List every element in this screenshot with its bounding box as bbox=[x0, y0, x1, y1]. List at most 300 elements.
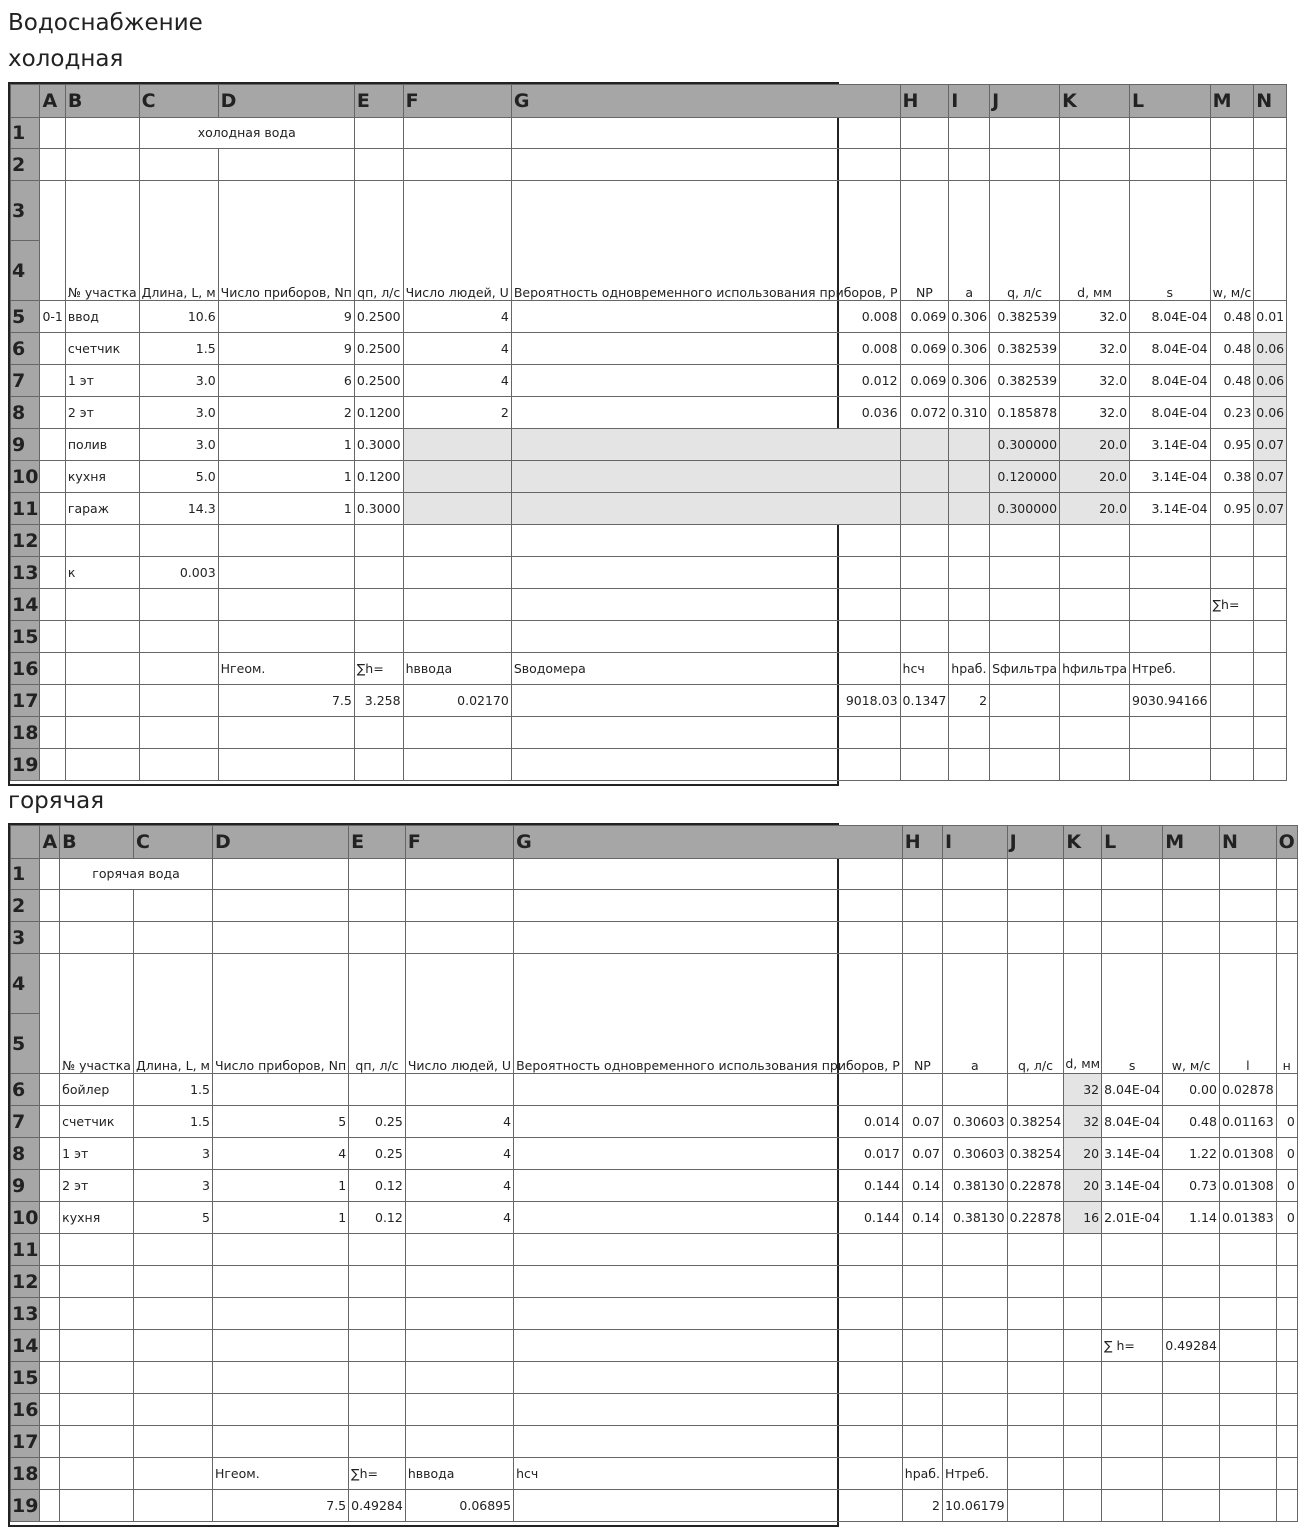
cell[interactable] bbox=[212, 1266, 348, 1298]
cell[interactable] bbox=[900, 429, 949, 461]
cell[interactable]: 0.38130 bbox=[942, 1170, 1007, 1202]
cell[interactable] bbox=[60, 1298, 134, 1330]
cell[interactable]: 0.00 bbox=[1163, 1074, 1220, 1106]
col-header-d[interactable]: D bbox=[218, 85, 354, 118]
cell[interactable]: 0.14 bbox=[902, 1202, 942, 1234]
cell[interactable] bbox=[900, 493, 949, 525]
row-header[interactable]: 12 bbox=[11, 525, 40, 557]
row-header[interactable]: 2 bbox=[11, 149, 40, 181]
cell[interactable]: 0.01383 bbox=[1219, 1202, 1276, 1234]
cell[interactable] bbox=[40, 954, 60, 1074]
header-segment[interactable]: № участка bbox=[60, 954, 134, 1074]
cell[interactable]: 0.306 bbox=[949, 365, 990, 397]
cell[interactable] bbox=[1163, 859, 1220, 890]
cell[interactable]: 0.144 bbox=[514, 1202, 903, 1234]
cell[interactable] bbox=[902, 1362, 942, 1394]
label-hgeom[interactable]: Нгеом. bbox=[218, 653, 354, 685]
cell[interactable]: 1 bbox=[212, 1202, 348, 1234]
cell[interactable] bbox=[349, 922, 406, 954]
cell[interactable] bbox=[139, 589, 218, 621]
col-header-n[interactable]: N bbox=[1254, 85, 1287, 118]
cell[interactable]: 0.3000 bbox=[354, 429, 403, 461]
cell[interactable] bbox=[902, 890, 942, 922]
cell[interactable] bbox=[354, 525, 403, 557]
cell[interactable] bbox=[133, 1330, 212, 1362]
cell[interactable] bbox=[990, 557, 1060, 589]
cell[interactable]: 0.069 bbox=[900, 365, 949, 397]
cell[interactable] bbox=[133, 922, 212, 954]
cell[interactable] bbox=[403, 749, 511, 781]
cell[interactable] bbox=[949, 525, 990, 557]
cell[interactable]: 1 bbox=[212, 1170, 348, 1202]
cell[interactable]: 0.22878 bbox=[1007, 1170, 1064, 1202]
row-header[interactable]: 7 bbox=[11, 365, 40, 397]
cell[interactable]: 1.5 bbox=[133, 1074, 212, 1106]
cell[interactable] bbox=[405, 1266, 513, 1298]
header-people[interactable]: Число людей, U bbox=[403, 181, 511, 301]
cell[interactable] bbox=[1007, 1426, 1064, 1458]
cell[interactable] bbox=[1163, 1362, 1220, 1394]
cell[interactable]: счетчик bbox=[65, 333, 139, 365]
cell[interactable]: 0.306 bbox=[949, 301, 990, 333]
col-header-g[interactable]: G bbox=[511, 85, 900, 118]
cell[interactable]: 1.5 bbox=[139, 333, 218, 365]
cell[interactable]: 4 bbox=[405, 1138, 513, 1170]
col-header-l[interactable]: L bbox=[1102, 826, 1163, 859]
cell[interactable]: 0.008 bbox=[511, 333, 900, 365]
cell[interactable]: 0.1200 bbox=[354, 461, 403, 493]
cell[interactable]: 0.01163 bbox=[1219, 1106, 1276, 1138]
cell[interactable] bbox=[139, 525, 218, 557]
cell[interactable] bbox=[349, 859, 406, 890]
cell[interactable] bbox=[1130, 557, 1211, 589]
cell[interactable] bbox=[942, 1426, 1007, 1458]
cell[interactable] bbox=[139, 149, 218, 181]
cell[interactable] bbox=[212, 1426, 348, 1458]
cell[interactable] bbox=[902, 1074, 942, 1106]
cell[interactable] bbox=[139, 685, 218, 717]
cell[interactable] bbox=[1060, 525, 1130, 557]
cell[interactable] bbox=[511, 429, 900, 461]
cell[interactable] bbox=[1007, 1074, 1064, 1106]
cell[interactable] bbox=[1102, 859, 1163, 890]
cell[interactable] bbox=[133, 1426, 212, 1458]
cell[interactable] bbox=[349, 1362, 406, 1394]
cell[interactable]: 0.2500 bbox=[354, 301, 403, 333]
cell[interactable] bbox=[212, 1362, 348, 1394]
cell[interactable] bbox=[133, 1362, 212, 1394]
cell[interactable]: 0 bbox=[1276, 1202, 1297, 1234]
cell[interactable] bbox=[218, 621, 354, 653]
cell[interactable] bbox=[902, 1426, 942, 1458]
cell[interactable] bbox=[1064, 922, 1102, 954]
cell[interactable] bbox=[1130, 118, 1211, 149]
label-h-required[interactable]: Нтреб. bbox=[942, 1458, 1007, 1490]
cell[interactable] bbox=[212, 1234, 348, 1266]
cell[interactable] bbox=[405, 859, 513, 890]
cell[interactable] bbox=[139, 653, 218, 685]
cell[interactable] bbox=[1254, 525, 1287, 557]
cell[interactable] bbox=[900, 749, 949, 781]
cell[interactable] bbox=[1163, 890, 1220, 922]
cell[interactable] bbox=[40, 397, 65, 429]
cell[interactable]: 2 эт bbox=[60, 1170, 134, 1202]
header-fixtures[interactable]: Число приборов, Nп bbox=[212, 954, 348, 1074]
cell[interactable] bbox=[1130, 717, 1211, 749]
cell[interactable]: 0.144 bbox=[514, 1170, 903, 1202]
cell[interactable]: 0.38130 bbox=[942, 1202, 1007, 1234]
cell[interactable] bbox=[949, 493, 990, 525]
cell[interactable]: 4 bbox=[212, 1138, 348, 1170]
cell[interactable] bbox=[1060, 717, 1130, 749]
cell[interactable] bbox=[40, 922, 60, 954]
cell[interactable] bbox=[40, 365, 65, 397]
cell[interactable] bbox=[1254, 118, 1287, 149]
sum-h-value[interactable]: 0.49284 bbox=[1163, 1330, 1220, 1362]
cell[interactable] bbox=[405, 1394, 513, 1426]
cell[interactable] bbox=[902, 922, 942, 954]
row-header[interactable]: 1 bbox=[11, 118, 40, 149]
cell[interactable] bbox=[1276, 922, 1297, 954]
cell[interactable]: 8.04E-04 bbox=[1102, 1074, 1163, 1106]
header-w[interactable]: w, м/с bbox=[1210, 181, 1254, 301]
value-h-required[interactable]: 9030.94166 bbox=[1130, 685, 1211, 717]
col-header-a[interactable]: A bbox=[40, 85, 65, 118]
cell[interactable]: 3.14E-04 bbox=[1102, 1170, 1163, 1202]
cell[interactable] bbox=[1163, 1266, 1220, 1298]
cell[interactable] bbox=[514, 1074, 903, 1106]
cell[interactable] bbox=[1163, 1298, 1220, 1330]
cell[interactable] bbox=[1163, 922, 1220, 954]
cell[interactable] bbox=[949, 717, 990, 749]
row-header[interactable]: 10 bbox=[11, 461, 40, 493]
row-header[interactable]: 11 bbox=[11, 1234, 40, 1266]
cell[interactable] bbox=[40, 859, 60, 890]
cell[interactable] bbox=[1276, 1362, 1297, 1394]
cell[interactable] bbox=[1102, 1234, 1163, 1266]
row-header[interactable]: 12 bbox=[11, 1266, 40, 1298]
cell[interactable]: 0.120000 bbox=[990, 461, 1060, 493]
cell[interactable]: 0.48 bbox=[1210, 365, 1254, 397]
label-h-meter[interactable]: hсч bbox=[900, 653, 949, 685]
cell[interactable] bbox=[1254, 149, 1287, 181]
cell[interactable]: 0.310 bbox=[949, 397, 990, 429]
cell[interactable]: 0.38254 bbox=[1007, 1106, 1064, 1138]
cell[interactable] bbox=[1276, 890, 1297, 922]
header-length[interactable]: Длина, L, м bbox=[139, 181, 218, 301]
cell[interactable]: кухня bbox=[60, 1202, 134, 1234]
header-d[interactable]: d, мм bbox=[1060, 181, 1130, 301]
cell[interactable]: 0.014 bbox=[514, 1106, 903, 1138]
cell[interactable] bbox=[60, 1362, 134, 1394]
cell[interactable] bbox=[902, 1298, 942, 1330]
cell[interactable] bbox=[949, 557, 990, 589]
cell[interactable] bbox=[1219, 1330, 1276, 1362]
cell[interactable]: 0.185878 bbox=[990, 397, 1060, 429]
value-h-meter[interactable] bbox=[514, 1490, 903, 1522]
cell[interactable] bbox=[218, 525, 354, 557]
cell[interactable]: 0 bbox=[1276, 1138, 1297, 1170]
cell[interactable]: 5.0 bbox=[139, 461, 218, 493]
row-header[interactable]: 14 bbox=[11, 589, 40, 621]
cell[interactable] bbox=[403, 717, 511, 749]
header-q[interactable]: q, л/с bbox=[990, 181, 1060, 301]
cell[interactable] bbox=[1219, 1490, 1276, 1522]
cell[interactable]: 8.04E-04 bbox=[1130, 397, 1211, 429]
cell[interactable] bbox=[354, 621, 403, 653]
cell[interactable] bbox=[1163, 1234, 1220, 1266]
cell[interactable]: 9 bbox=[218, 301, 354, 333]
col-header-i[interactable]: I bbox=[949, 85, 990, 118]
cell[interactable] bbox=[40, 1074, 60, 1106]
cell[interactable]: 4 bbox=[405, 1202, 513, 1234]
col-header-a[interactable]: A bbox=[40, 826, 60, 859]
cell[interactable] bbox=[354, 557, 403, 589]
cell[interactable]: 0.036 bbox=[511, 397, 900, 429]
cell[interactable] bbox=[1210, 621, 1254, 653]
col-header-i[interactable]: I bbox=[942, 826, 1007, 859]
col-header-l[interactable]: L bbox=[1130, 85, 1211, 118]
col-header-k[interactable]: K bbox=[1064, 826, 1102, 859]
cell[interactable] bbox=[40, 1394, 60, 1426]
cell[interactable] bbox=[405, 1298, 513, 1330]
cell[interactable] bbox=[40, 557, 65, 589]
cell[interactable] bbox=[1007, 1394, 1064, 1426]
cell[interactable] bbox=[354, 149, 403, 181]
cell[interactable] bbox=[60, 1266, 134, 1298]
cell[interactable] bbox=[1007, 1330, 1064, 1362]
cell[interactable]: 0.382539 bbox=[990, 365, 1060, 397]
cell[interactable] bbox=[1163, 1426, 1220, 1458]
row-header[interactable]: 18 bbox=[11, 1458, 40, 1490]
header-segment[interactable]: № участка bbox=[65, 181, 139, 301]
cell[interactable] bbox=[1060, 589, 1130, 621]
cell[interactable]: 16 bbox=[1064, 1202, 1102, 1234]
cell[interactable]: 0.017 bbox=[514, 1138, 903, 1170]
cell[interactable] bbox=[511, 621, 900, 653]
cell[interactable] bbox=[40, 621, 65, 653]
row-header[interactable]: 13 bbox=[11, 1298, 40, 1330]
cell[interactable] bbox=[1007, 922, 1064, 954]
cell[interactable]: 0.48 bbox=[1163, 1106, 1220, 1138]
cell[interactable] bbox=[354, 118, 403, 149]
cell[interactable]: 3.0 bbox=[139, 365, 218, 397]
cell[interactable] bbox=[1254, 181, 1287, 301]
cell[interactable] bbox=[514, 1426, 903, 1458]
row-header[interactable]: 8 bbox=[11, 1138, 40, 1170]
cell[interactable]: 32.0 bbox=[1060, 397, 1130, 429]
label-hgeom[interactable]: Нгеом. bbox=[212, 1458, 348, 1490]
cell[interactable] bbox=[212, 922, 348, 954]
col-header-c[interactable]: C bbox=[133, 826, 212, 859]
cell[interactable] bbox=[1102, 1266, 1163, 1298]
cell[interactable]: 32 bbox=[1064, 1106, 1102, 1138]
cell[interactable] bbox=[40, 429, 65, 461]
label-h-input[interactable]: hввода bbox=[403, 653, 511, 685]
cell[interactable] bbox=[60, 1426, 134, 1458]
cell[interactable] bbox=[900, 557, 949, 589]
value-sum-h[interactable]: 0.49284 bbox=[349, 1490, 406, 1522]
cell[interactable]: 0.48 bbox=[1210, 333, 1254, 365]
row-header[interactable]: 14 bbox=[11, 1330, 40, 1362]
cell[interactable] bbox=[1210, 749, 1254, 781]
cell[interactable] bbox=[405, 1362, 513, 1394]
cell[interactable] bbox=[942, 1394, 1007, 1426]
cell[interactable]: 0.06 bbox=[1254, 333, 1287, 365]
cell[interactable] bbox=[349, 1330, 406, 1362]
cell[interactable] bbox=[354, 749, 403, 781]
cell[interactable]: 0.01 bbox=[1254, 301, 1287, 333]
cell[interactable]: 0.22878 bbox=[1007, 1202, 1064, 1234]
col-header-o[interactable]: O bbox=[1276, 826, 1297, 859]
cell[interactable]: счетчик bbox=[60, 1106, 134, 1138]
cell[interactable] bbox=[40, 1234, 60, 1266]
cell[interactable]: 0.01308 bbox=[1219, 1138, 1276, 1170]
label-s-meter[interactable]: Sводомера bbox=[511, 653, 900, 685]
cell[interactable]: 0.07 bbox=[1254, 493, 1287, 525]
cell[interactable] bbox=[1163, 1394, 1220, 1426]
k-label[interactable]: к bbox=[65, 557, 139, 589]
value-h-work[interactable]: 2 bbox=[902, 1490, 942, 1522]
cell[interactable] bbox=[1219, 1458, 1276, 1490]
row-header[interactable]: 19 bbox=[11, 749, 40, 781]
cell[interactable]: 0.25 bbox=[349, 1138, 406, 1170]
header-w[interactable]: w, м/с bbox=[1163, 954, 1220, 1074]
cell[interactable] bbox=[1064, 1330, 1102, 1362]
cell[interactable] bbox=[511, 149, 900, 181]
cell[interactable] bbox=[1210, 525, 1254, 557]
cell[interactable] bbox=[1007, 1298, 1064, 1330]
cell[interactable]: 14.3 bbox=[139, 493, 218, 525]
cell[interactable]: 32.0 bbox=[1060, 333, 1130, 365]
cell[interactable] bbox=[900, 589, 949, 621]
label-h-meter[interactable]: hсч bbox=[514, 1458, 903, 1490]
cell[interactable]: 0.382539 bbox=[990, 333, 1060, 365]
cell[interactable] bbox=[1254, 685, 1287, 717]
cell[interactable] bbox=[403, 149, 511, 181]
cell[interactable] bbox=[65, 589, 139, 621]
cell[interactable]: 1.5 bbox=[133, 1106, 212, 1138]
cell[interactable] bbox=[1219, 1362, 1276, 1394]
cell[interactable] bbox=[405, 1074, 513, 1106]
cell[interactable] bbox=[900, 461, 949, 493]
cell[interactable]: 0.02878 bbox=[1219, 1074, 1276, 1106]
cell[interactable] bbox=[349, 1234, 406, 1266]
cell[interactable]: 1 эт bbox=[65, 365, 139, 397]
cell[interactable] bbox=[65, 149, 139, 181]
cell[interactable] bbox=[514, 922, 903, 954]
cell[interactable]: 32.0 bbox=[1060, 301, 1130, 333]
cell[interactable] bbox=[1219, 859, 1276, 890]
cell[interactable]: 32.0 bbox=[1060, 365, 1130, 397]
cell[interactable] bbox=[1130, 149, 1211, 181]
cell[interactable] bbox=[405, 1330, 513, 1362]
cell[interactable] bbox=[514, 1266, 903, 1298]
cell[interactable] bbox=[40, 525, 65, 557]
row-header[interactable]: 15 bbox=[11, 1362, 40, 1394]
cell[interactable]: 0.306 bbox=[949, 333, 990, 365]
cell[interactable] bbox=[60, 1330, 134, 1362]
cell[interactable] bbox=[349, 1074, 406, 1106]
cell[interactable]: 3.14E-04 bbox=[1102, 1138, 1163, 1170]
cell[interactable] bbox=[1102, 1394, 1163, 1426]
cell[interactable] bbox=[403, 525, 511, 557]
cell[interactable]: 0.07 bbox=[902, 1138, 942, 1170]
cell[interactable] bbox=[349, 1394, 406, 1426]
cell[interactable]: 2.01E-04 bbox=[1102, 1202, 1163, 1234]
cell[interactable] bbox=[133, 1298, 212, 1330]
cell[interactable]: 2 bbox=[403, 397, 511, 429]
cell[interactable] bbox=[1060, 149, 1130, 181]
label-h-work[interactable]: hраб. bbox=[902, 1458, 942, 1490]
cell[interactable] bbox=[900, 621, 949, 653]
cell[interactable] bbox=[990, 749, 1060, 781]
cell[interactable] bbox=[1130, 525, 1211, 557]
cell[interactable]: полив bbox=[65, 429, 139, 461]
cell[interactable] bbox=[514, 1362, 903, 1394]
cell[interactable] bbox=[942, 1330, 1007, 1362]
cell[interactable] bbox=[212, 1074, 348, 1106]
row-header[interactable]: 5 bbox=[11, 1014, 40, 1074]
cell[interactable] bbox=[139, 749, 218, 781]
cell[interactable] bbox=[1060, 118, 1130, 149]
cell[interactable] bbox=[1064, 1298, 1102, 1330]
cell[interactable] bbox=[511, 525, 900, 557]
value-s-meter[interactable]: 9018.03 bbox=[511, 685, 900, 717]
cell[interactable]: 1 bbox=[218, 461, 354, 493]
cell[interactable] bbox=[40, 749, 65, 781]
hot-table-title[interactable]: горячая вода bbox=[60, 859, 213, 890]
cell[interactable] bbox=[349, 1298, 406, 1330]
cell[interactable] bbox=[212, 1394, 348, 1426]
cell[interactable] bbox=[1210, 653, 1254, 685]
cell[interactable]: 3.0 bbox=[139, 397, 218, 429]
cell[interactable] bbox=[942, 1362, 1007, 1394]
cell[interactable] bbox=[40, 890, 60, 922]
row-header[interactable]: 16 bbox=[11, 1394, 40, 1426]
cell[interactable] bbox=[511, 118, 900, 149]
k-value[interactable]: 0.003 bbox=[139, 557, 218, 589]
cell[interactable] bbox=[133, 1394, 212, 1426]
cell[interactable]: 0.25 bbox=[349, 1106, 406, 1138]
cell[interactable]: ввод bbox=[65, 301, 139, 333]
cell[interactable] bbox=[1064, 1426, 1102, 1458]
cell[interactable] bbox=[1254, 621, 1287, 653]
cell[interactable] bbox=[1102, 1490, 1163, 1522]
col-header-e[interactable]: E bbox=[349, 826, 406, 859]
cell[interactable] bbox=[349, 1266, 406, 1298]
cell[interactable] bbox=[900, 525, 949, 557]
col-header-c[interactable]: C bbox=[139, 85, 218, 118]
cell[interactable] bbox=[60, 890, 134, 922]
cell[interactable] bbox=[942, 1074, 1007, 1106]
cell[interactable] bbox=[354, 589, 403, 621]
header-length[interactable]: Длина, L, м bbox=[133, 954, 212, 1074]
cell[interactable] bbox=[65, 525, 139, 557]
cell[interactable] bbox=[1254, 717, 1287, 749]
cell[interactable] bbox=[1060, 557, 1130, 589]
cell[interactable] bbox=[514, 1298, 903, 1330]
cell[interactable] bbox=[218, 717, 354, 749]
row-header[interactable]: 8 bbox=[11, 397, 40, 429]
cell[interactable] bbox=[40, 1426, 60, 1458]
cell[interactable] bbox=[1064, 890, 1102, 922]
cell[interactable] bbox=[40, 333, 65, 365]
cell[interactable] bbox=[40, 1330, 60, 1362]
row-header[interactable]: 9 bbox=[11, 429, 40, 461]
cell[interactable] bbox=[403, 621, 511, 653]
cell[interactable]: 0.2500 bbox=[354, 365, 403, 397]
